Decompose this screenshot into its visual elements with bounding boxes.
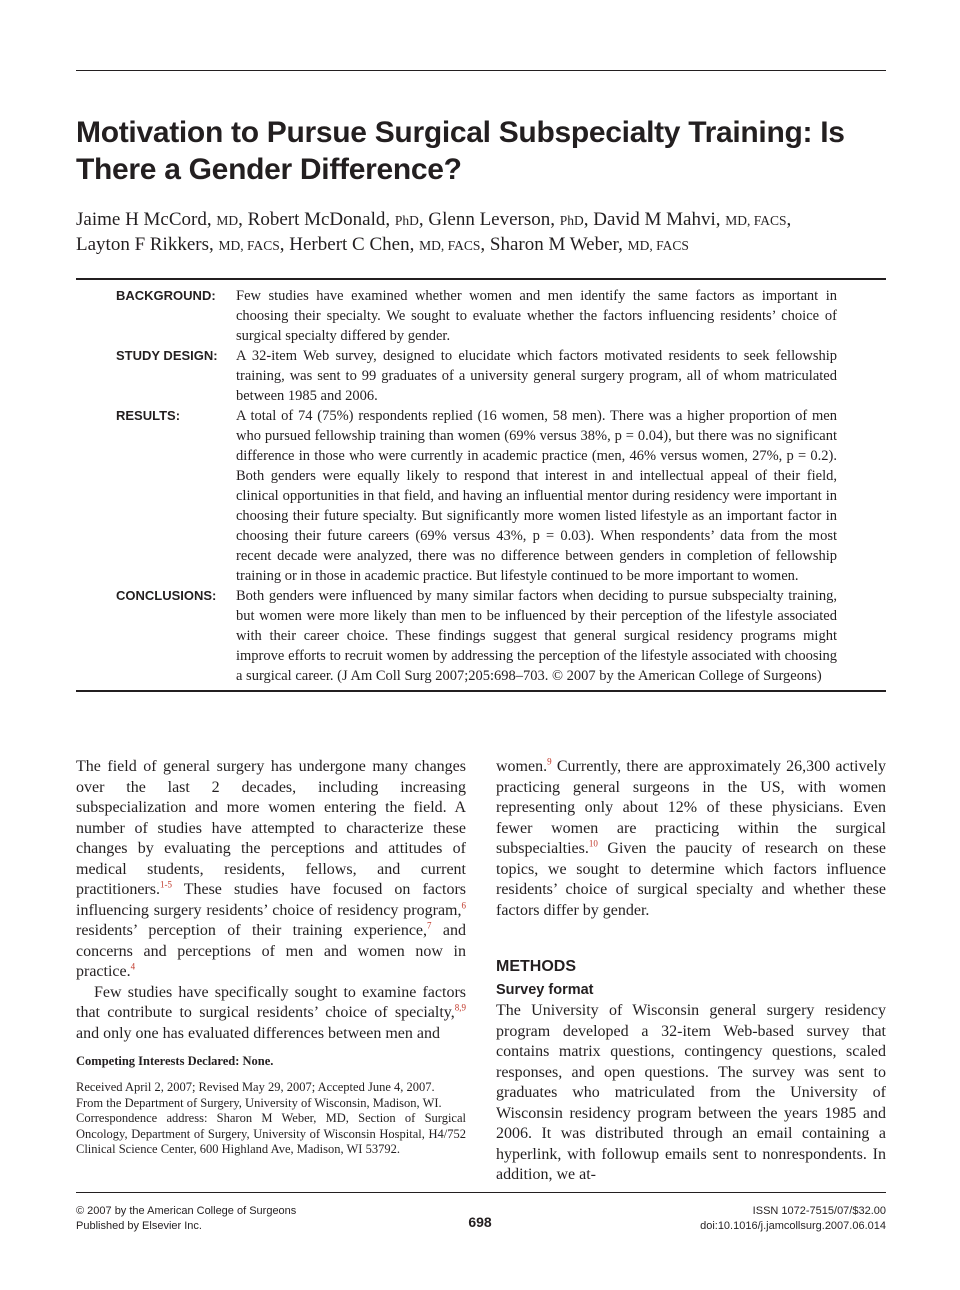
author-name: Robert McDonald (247, 209, 386, 230)
reference-link[interactable]: 4 (130, 961, 136, 972)
author-list: Jaime H McCord, MD, Robert McDonald, PhD, Glenn Leverson, PhD, David M Mahvi, MD, FACS, Layton F Rikkers, MD, FACS, Herbert C Chen, MD, FACS, Sharon M Weber, MD, FACS (76, 209, 792, 255)
body-paragraph: women.$^9$ Currently, there are approximately 26,300 actively practicing general surgeons in the US, with women representing only about 12% of these physicians. Even fewer women are practicing within the surgical subspecialties.$^{10}$ Given the paucity of research on these topics, we sought to determine which factors influence residents’ choice of surgical specialty and whether these factors differ by gender. (496, 756, 886, 919)
abstract-label: STUDY DESIGN: (116, 348, 218, 363)
abstract-label: BACKGROUND: (116, 288, 216, 303)
abstract-conclusions (76, 586, 886, 686)
issn: ISSN 1072-7515/07/$32.00 (752, 1205, 886, 1217)
reference-link[interactable]: 8,9 (454, 1002, 466, 1013)
author-degree: MD, FACS (218, 238, 280, 253)
reference-link[interactable]: 10 (588, 838, 598, 849)
abstract-text: A total of 74 (75%) respondents replied (16 women, 58 men). There was a higher proportion of men who pursued fellowship training than women (69% versus 38%, p = 0.04), but there was no significant difference in those who were currently in academic practice (men, 46% versus women, 27%, p = 0.2). Both genders were equally likely to respond that interest in and intellectual appeal of their field, clinical opportunities in that field, and having an influential mentor during residency were important in choosing their future specialty. But significantly more women listed lifestyle as an important factor in choosing their future careers (69% versus 43%, p = 0.03). When respondents’ data from the most recent decade were analyzed, there was no difference between genders in completion of fellowship training or in those in academic practice. But lifestyle continued to be more important to women. (236, 408, 837, 584)
competing-interests: Competing Interests Declared: None. (76, 1054, 274, 1068)
abstract-text: Few studies have examined whether women and men identify the same factors as important in choosing their specialty. We sought to evaluate whether the factors influencing residents’ choice of surgical specialty differed by gender. (236, 288, 837, 344)
abstract-label: CONCLUSIONS: (116, 588, 217, 603)
reference-link[interactable]: 9 (547, 756, 552, 767)
left-column (76, 757, 466, 1044)
author-degree: MD, FACS (725, 213, 787, 228)
author-name: Herbert C Chen (289, 234, 410, 255)
reference-link[interactable]: 1-5 (159, 879, 172, 890)
reference-link[interactable]: 7 (427, 920, 432, 931)
author-name: Jaime H McCord (76, 209, 207, 230)
footer-left (76, 1204, 296, 1234)
abstract-text: A 32-item Web survey, designed to elucidate which factors motivated residents to seek fellowship training, was sent to 99 graduates of a university general surgery program, all of whom matriculated between 1985 and 2006. (236, 348, 837, 404)
correspondence-address: Correspondence address: Sharon M Weber, MD, Section of Surgical Oncology, Department of Surgery, University of Wisconsin Hospital, H4/752 Clinical Science Center, 600 Highland Ave, Madison, WI 53792. (76, 1111, 466, 1156)
author-degree: MD, FACS (419, 238, 481, 253)
article-title: Motivation to Pursue Surgical Subspecialty Training: Is There a Gender Difference? (76, 116, 845, 186)
top-rule (76, 70, 886, 71)
article-notes (76, 1080, 466, 1158)
body-paragraph: Few studies have specifically sought to examine factors that contribute to surgical residents’ choice of specialty,$^{8,9}$ and only one has evaluated differences between men and (76, 983, 466, 1042)
abstract-study-design (76, 346, 886, 406)
doi: doi:10.1016/j.jamcollsurg.2007.06.014 (700, 1220, 886, 1232)
reference-link[interactable]: 6 (461, 900, 466, 911)
author-name: Sharon M Weber (489, 234, 619, 255)
section-heading: METHODS (496, 958, 576, 975)
author-degree: MD, FACS (627, 238, 689, 253)
body-paragraph: The field of general surgery has undergone many changes over the last 2 decades, including increasing subspecialization and more women entering the field. A number of studies have attempted to characterize these changes by evaluating the perceptions and attitudes of medical students, residents, fellows, and current practitioners.$^{1-5}$ These studies have focused on factors influencing surgery residents’ choice of residency program,$^6$ residents’ perception of their training experience,$^7$ and concerns and perceptions of men and women now in practice.$^4$ (76, 758, 466, 980)
bottom-rule (76, 1192, 886, 1193)
body-paragraph: The University of Wisconsin general surgery residency program developed a 32-item Web-based survey that contains matrix questions, contingency questions, scaled responses, and open questions. The survey was sent to graduates who matriculated from the University of Wisconsin residency program between the years 1985 and 2006. It was distributed through an email containing a hyperlink, with followup emails sent to nonrespondents. In addition, we at- (496, 1002, 886, 1183)
abstract-text: Both genders were influenced by many similar factors when deciding to pursue subspecialty training, but women were more likely than men to be influenced by their perception of the lifestyle associated with their career choice. These findings suggest that general surgical residency programs might improve efforts to recruit women by addressing the perception of the lifestyle associated with choosing a surgical career. (J Am Coll Surg 2007;205:698–703. © 2007 by the American College of Surgeons) (236, 588, 837, 684)
copyright: © 2007 by the American College of Surgeons (76, 1205, 297, 1217)
right-column (496, 757, 886, 1186)
affiliation: From the Department of Surgery, University of Wisconsin, Madison, WI. (76, 1095, 442, 1110)
author-degree: PhD (394, 213, 419, 228)
abstract-box (76, 278, 886, 692)
author-degree: PhD (559, 213, 584, 228)
abstract-results (76, 406, 886, 586)
author-name: David M Mahvi (593, 209, 716, 230)
author-name: Layton F Rikkers (76, 234, 209, 255)
received-dates: Received April 2, 2007; Revised May 29, 2007; Accepted June 4, 2007. (76, 1080, 435, 1094)
abstract-label: RESULTS: (116, 408, 181, 423)
publisher: Published by Elsevier Inc. (76, 1220, 202, 1232)
page-number: 698 (468, 1214, 492, 1230)
author-degree: MD (216, 213, 239, 228)
footer-right (700, 1204, 886, 1234)
subsection-heading: Survey format (496, 982, 594, 998)
author-name: Glenn Leverson (428, 209, 551, 230)
abstract-background (76, 286, 886, 346)
